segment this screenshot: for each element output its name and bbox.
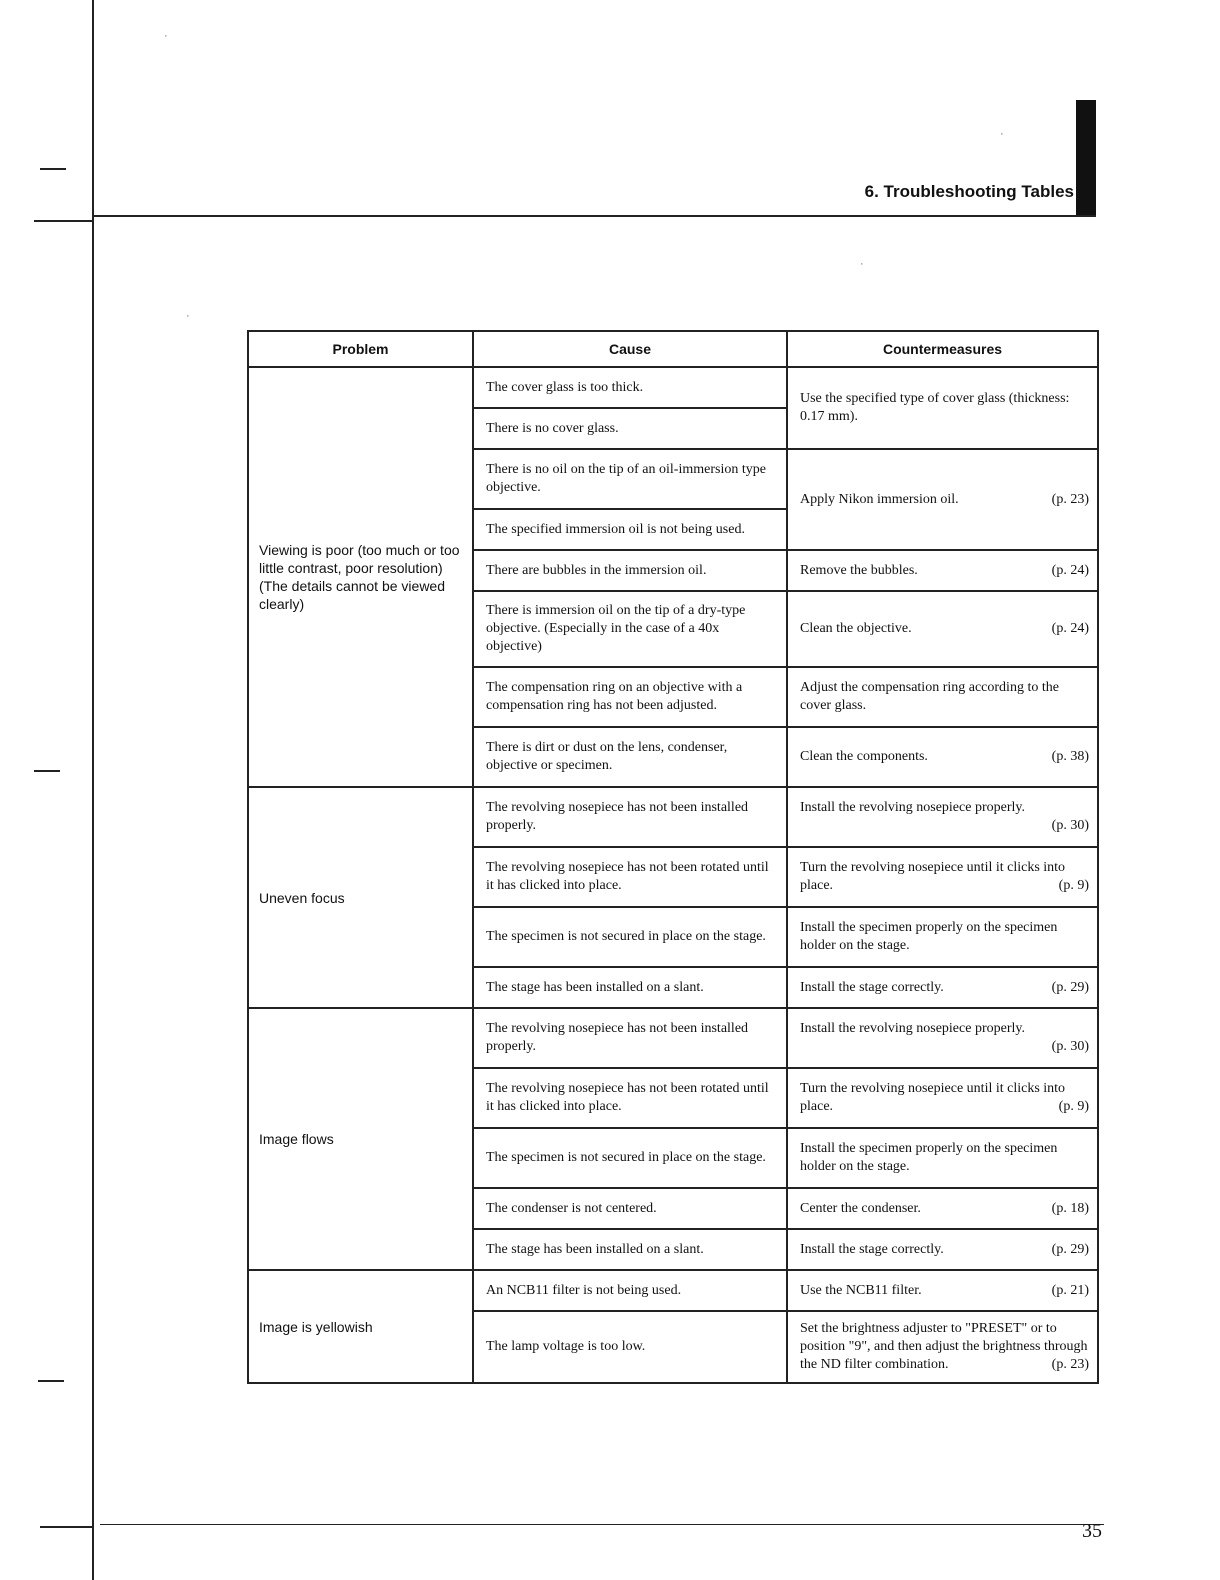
scan-speck: ·: [1000, 128, 1004, 140]
countermeasure-text: Set the brightness adjuster to "PRESET" or to position "9", and then adjust the brightness through the ND filter combination.: [800, 1321, 1088, 1372]
page-reference: (p. 21): [1051, 1282, 1089, 1298]
cause-cell: The condenser is not centered.: [473, 1188, 787, 1229]
countermeasure-text: Turn the revolving nosepiece until it clicks into place.: [800, 860, 1066, 893]
cause-cell: The cover glass is too thick.: [473, 367, 787, 408]
column-header-countermeasures: Countermeasures: [787, 331, 1098, 367]
countermeasure-cell: [787, 1068, 1098, 1128]
binding-edge: [92, 0, 94, 1580]
countermeasure-cell: [787, 550, 1098, 591]
problem-cell: Uneven focus: [248, 787, 473, 1008]
section-tab-marker: [1076, 100, 1096, 216]
scan-speck: ·: [164, 30, 168, 42]
cause-cell: The revolving nosepiece has not been rotated until it has clicked into place.: [473, 1068, 787, 1128]
countermeasure-text: Install the stage correctly.: [800, 1241, 944, 1257]
page-reference: (p. 29): [1051, 1241, 1089, 1257]
cause-cell: The compensation ring on an objective with a compensation ring has not been adjusted.: [473, 667, 787, 727]
cause-cell: The specimen is not secured in place on the stage.: [473, 1128, 787, 1188]
problem-cell: Image is yellowish: [248, 1270, 473, 1383]
cause-cell: The revolving nosepiece has not been installed properly.: [473, 1008, 787, 1068]
cause-cell: There are bubbles in the immersion oil.: [473, 550, 787, 591]
table-row: [248, 367, 1098, 408]
cause-cell: The specified immersion oil is not being used.: [473, 509, 787, 550]
countermeasure-cell: [787, 667, 1098, 727]
cause-cell: The stage has been installed on a slant.: [473, 967, 787, 1008]
cause-cell: The specimen is not secured in place on the stage.: [473, 907, 787, 967]
table-row: [248, 1270, 1098, 1311]
cause-cell: The stage has been installed on a slant.: [473, 1229, 787, 1270]
countermeasure-text: Center the condenser.: [800, 1200, 921, 1216]
countermeasure-cell: [787, 1128, 1098, 1188]
page-reference: (p. 30): [1051, 818, 1089, 833]
countermeasure-cell: [787, 1188, 1098, 1229]
table-row: [248, 787, 1098, 847]
binding-mark: [40, 168, 66, 170]
page-reference: (p. 18): [1051, 1200, 1089, 1216]
header-rule: [94, 215, 1096, 217]
countermeasure-text: Remove the bubbles.: [800, 562, 918, 578]
countermeasure-text: Use the specified type of cover glass (thickness: 0.17 mm).: [800, 391, 1070, 424]
troubleshooting-table: [247, 330, 1099, 1384]
cause-cell: There is no cover glass.: [473, 408, 787, 449]
cause-cell: The lamp voltage is too low.: [473, 1311, 787, 1383]
countermeasure-cell: [787, 591, 1098, 667]
section-title: 6. Troubleshooting Tables: [864, 182, 1074, 201]
binding-mark: [34, 220, 94, 222]
countermeasure-cell: [787, 1229, 1098, 1270]
scan-speck: ·: [860, 258, 864, 270]
page-reference: (p. 29): [1051, 979, 1089, 995]
countermeasure-cell: [787, 907, 1098, 967]
page-reference: (p. 24): [1051, 562, 1089, 578]
countermeasure-cell: [787, 1311, 1098, 1383]
problem-cell: Viewing is poor (too much or too little contrast, poor resolution) (The details cannot be viewed clearly): [248, 367, 473, 787]
binding-mark: [40, 1526, 94, 1528]
countermeasure-text: Clean the objective.: [800, 621, 912, 636]
countermeasure-text: Clean the components.: [800, 749, 928, 764]
cause-cell: There is immersion oil on the tip of a dry-type objective. (Especially in the case of a 40x objective): [473, 591, 787, 667]
countermeasure-cell: [787, 787, 1098, 847]
countermeasure-cell: [787, 367, 1098, 449]
countermeasure-text: Install the specimen properly on the specimen holder on the stage.: [800, 1141, 1058, 1174]
cause-cell: There is dirt or dust on the lens, condenser, objective or specimen.: [473, 727, 787, 787]
binding-mark: [34, 770, 60, 772]
page-reference: (p. 38): [1051, 749, 1089, 764]
page-reference: (p. 23): [1051, 1357, 1089, 1372]
countermeasure-text: Turn the revolving nosepiece until it clicks into place.: [800, 1081, 1066, 1114]
countermeasure-text: Install the stage correctly.: [800, 979, 944, 995]
binding-mark: [38, 1380, 64, 1382]
countermeasure-text: Adjust the compensation ring according to the cover glass.: [800, 680, 1059, 713]
scan-speck: ·: [186, 310, 190, 322]
countermeasure-cell: [787, 1270, 1098, 1311]
countermeasure-cell: [787, 449, 1098, 550]
countermeasure-cell: [787, 727, 1098, 787]
table-row: [248, 1008, 1098, 1068]
cause-cell: The revolving nosepiece has not been installed properly.: [473, 787, 787, 847]
column-header-problem: Problem: [248, 331, 473, 367]
page-reference: (p. 23): [1051, 491, 1089, 507]
countermeasure-cell: [787, 847, 1098, 907]
countermeasure-cell: [787, 1008, 1098, 1068]
countermeasure-cell: [787, 967, 1098, 1008]
countermeasure-text: Install the revolving nosepiece properly.: [800, 800, 1025, 815]
table-header-row: [248, 331, 1098, 367]
countermeasure-text: Use the NCB11 filter.: [800, 1282, 922, 1298]
page-reference: (p. 24): [1051, 621, 1089, 636]
problem-cell: Image flows: [248, 1008, 473, 1270]
countermeasure-text: Install the specimen properly on the specimen holder on the stage.: [800, 920, 1058, 953]
footer-rule: [100, 1524, 1104, 1525]
page-reference: (p. 30): [1051, 1039, 1089, 1054]
page-reference: (p. 9): [1058, 1099, 1089, 1114]
cause-cell: An NCB11 filter is not being used.: [473, 1270, 787, 1311]
page-number: 35: [1082, 1520, 1102, 1542]
countermeasure-text: Apply Nikon immersion oil.: [800, 491, 959, 507]
countermeasure-text: Install the revolving nosepiece properly.: [800, 1021, 1025, 1036]
column-header-cause: Cause: [473, 331, 787, 367]
cause-cell: There is no oil on the tip of an oil-immersion type objective.: [473, 449, 787, 509]
cause-cell: The revolving nosepiece has not been rotated until it has clicked into place.: [473, 847, 787, 907]
page-reference: (p. 9): [1058, 878, 1089, 893]
